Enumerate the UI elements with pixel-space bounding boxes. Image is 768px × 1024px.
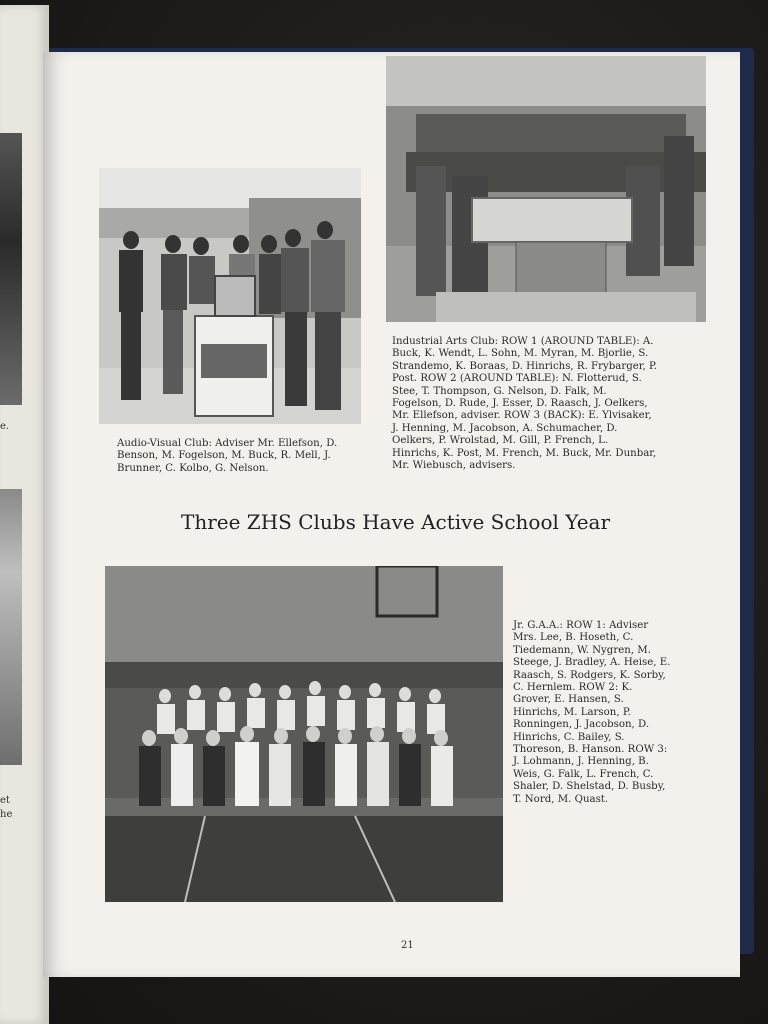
industrial-arts-club-photo bbox=[386, 56, 706, 322]
left-page bbox=[0, 5, 49, 1024]
audio-visual-club-photo bbox=[99, 168, 361, 424]
page-number: 21 bbox=[401, 940, 414, 951]
left-page-text: e. bbox=[0, 421, 10, 432]
jr-gaa-caption: Jr. G.A.A.: ROW 1: Adviser Mrs. Lee, B. Hoseth, C. Tiedemann, W. Nygren, M. Steege, J. Bradley, A. Heise, E. Raasch, S. Rodgers, K. Sorby, C. Hernlem. ROW 2: K. Grover, E. Hansen, S. Hinrichs, M. Larson, P. Ronningen, J. Jacobson, D. Hinrichs, C. Bailey, S. Thoreson, B. Hanson. ROW 3: J. Lohmann, J. Henning, B. Weis, G. Falk, L. French, C. Shaler, D. Shelstad, D. Busby, T. Nord, M. Quast. bbox=[513, 620, 671, 805]
left-page-photo bbox=[0, 133, 22, 405]
audio-visual-club-caption: Audio-Visual Club: Adviser Mr. Ellefson, D. Benson, M. Fogelson, M. Buck, R. Mell, J. Brunner, C. Kolbo, G. Nelson. bbox=[117, 438, 338, 474]
left-page-text: et bbox=[0, 795, 10, 806]
left-page-text: he bbox=[0, 809, 13, 820]
page-headline: Three ZHS Clubs Have Active School Year bbox=[181, 510, 611, 534]
left-page-photo bbox=[0, 489, 22, 765]
jr-gaa-photo bbox=[105, 566, 503, 902]
industrial-arts-club-caption: Industrial Arts Club: ROW 1 (AROUND TABLE): A. Buck, K. Wendt, L. Sohn, M. Myran, M. Bjorlie, S. Strandemo, K. Boraas, D. Hinrichs, R. Frybarger, P. Post. ROW 2 (AROUND TABLE): N. Flotterud, S. Stee, T. Thompson, G. Nelson, D. Falk, M. Fogelson, D. Rude, J. Esser, D. Raasch, J. Oelkers, Mr. Ellefson, adviser. ROW 3 (BACK): E. Ylvisaker, J. Henning, M. Jacobson, A. Schumacher, D. Oelkers, P. Wrolstad, M. Gill, P. French, L. Hinrichs, K. Post, M. French, M. Buck, Mr. Dunbar, Mr. Wiebusch, advisers. bbox=[392, 336, 658, 472]
yearbook-page bbox=[43, 52, 740, 977]
